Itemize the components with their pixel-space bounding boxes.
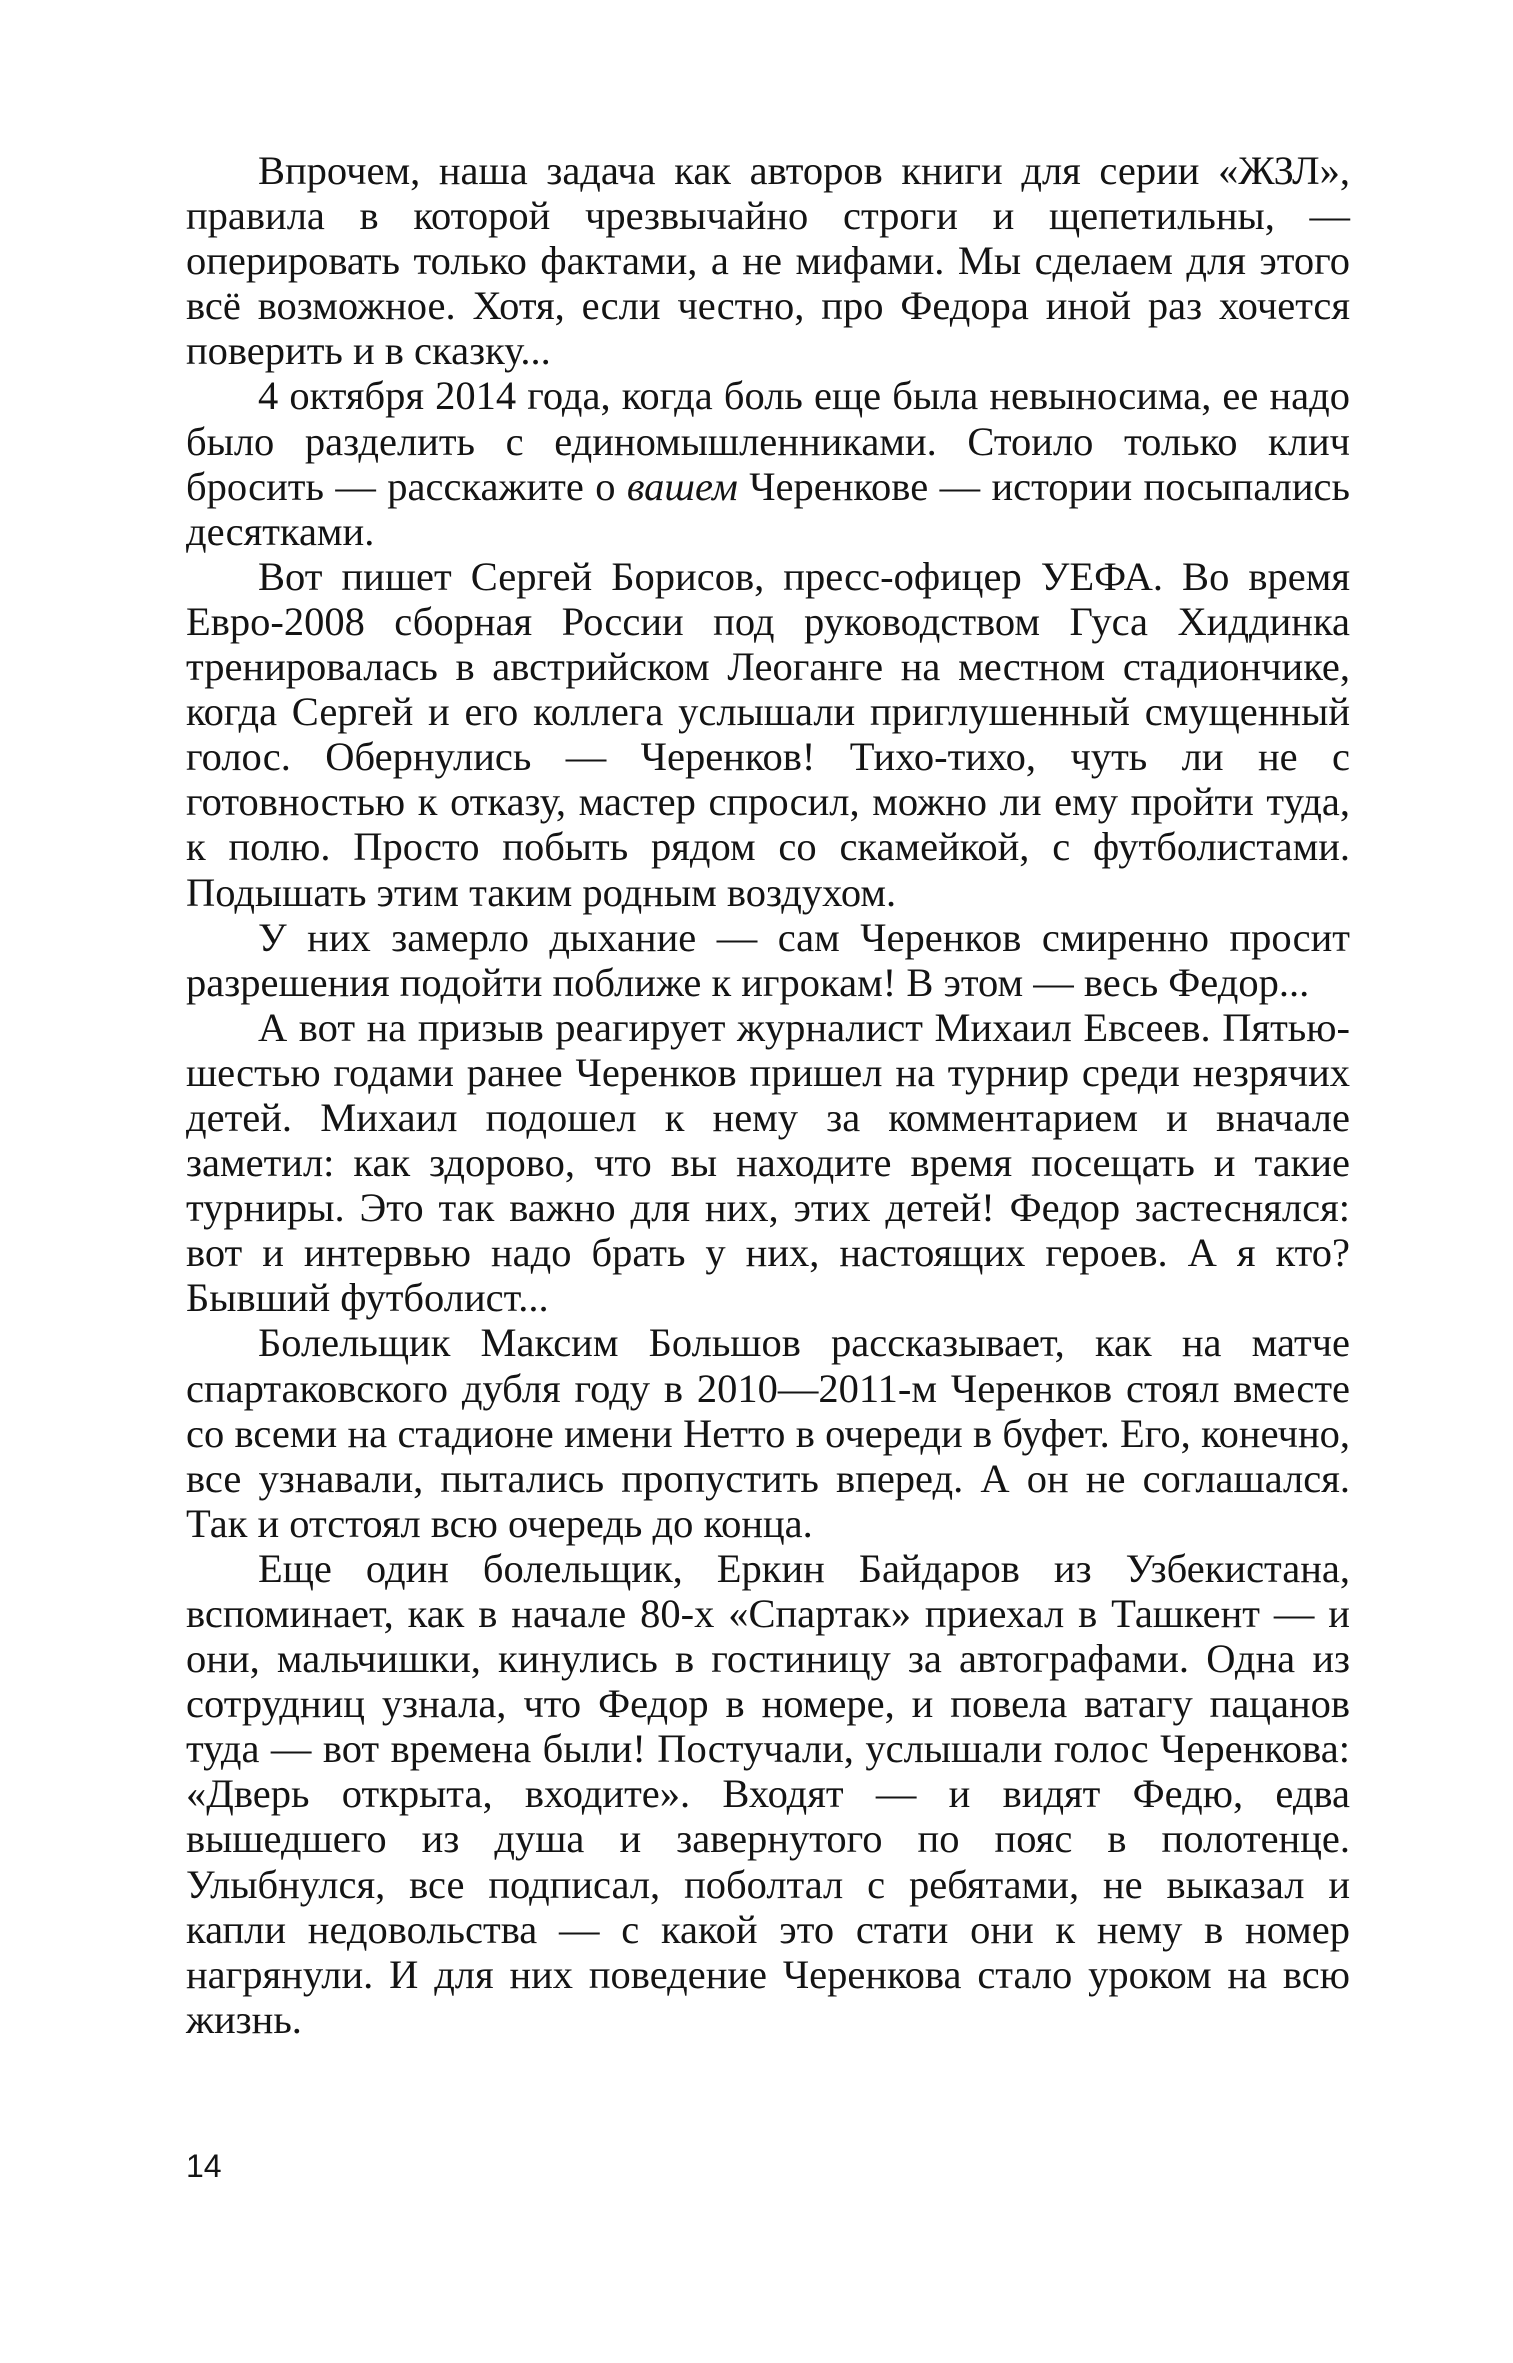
paragraph-3: Вот пишет Сергей Борисов, пресс-офицер УЕФА. Во время Евро-2008 сборная России под руководством Гуса Хиддинка тренировалась в австрийском Леоганге на местном стадиончике, когда Сергей и его коллега услышали приглушенный смущенный голос. Обернулись — Черенков! Тихо-тихо, чуть ли не с готовностью к отказу, мастер спросил, можно ли ему пройти туда, к полю. Просто побыть рядом со скамейкой, с футболистами. Подышать этим таким родным воздухом.: [186, 553, 1350, 915]
italic-emphasis: вашем: [626, 463, 738, 509]
paragraph-2-part-1: 4 октября 2014 года, когда боль еще была невыносима, ее надо было разделить с единомышленниками. Стоило только клич бросить — расскажите о: [186, 373, 1350, 509]
page-number: 14: [186, 2148, 222, 2184]
paragraph-5: А вот на призыв реагирует журналист Михаил Евсеев. Пятью-шестью годами ранее Черенков пришел на турнир среди незрячих детей. Михаил подошел к нему за комментарием и вначале заметил: как здорово, что вы находите время посещать и такие турниры. Это так важно для них, этих детей! Федор застеснялся: вот и интервью надо брать у них, настоящих героев. А я кто? Бывший футболист...: [186, 1004, 1350, 1321]
paragraph-6: Болельщик Максим Большов рассказывает, как на матче спартаковского дубля году в 2010—2011-м Черенков стоял вместе со всеми на стадионе имени Нетто в очереди в буфет. Его, конечно, все узнавали, пытались пропустить вперед. А он не соглашался. Так и отстоял всю очередь до конца.: [186, 1320, 1350, 1546]
body-text: [186, 148, 1350, 2042]
paragraph-1: Впрочем, наша задача как авторов книги для серии «ЖЗЛ», правила в которой чрезвычайно строги и щепетильны, — оперировать только фактами, а не мифами. Мы сделаем для этого всё возможное. Хотя, если честно, про Федора иной раз хочется поверить и в сказку...: [186, 148, 1350, 374]
paragraph-2: [186, 373, 1350, 553]
paragraph-4: У них замерло дыхание — сам Черенков смиренно просит разрешения подойти поближе к игрокам! В этом — весь Федор...: [186, 914, 1350, 1005]
paragraph-7: Еще один болельщик, Еркин Байдаров из Узбекистана, вспоминает, как в начале 80-х «Спартак» приехал в Ташкент — и они, мальчишки, кинулись в гостиницу за автографами. Одна из сотрудниц узнала, что Федор в номере, и повела ватагу пацанов туда — вот времена были! Постучали, услышали голос Черенкова: «Дверь открыта, входите». Входят — и видят Федю, едва вышедшего из душа и завернутого по пояс в полотенце. Улыбнулся, все подписал, поболтал с ребятами, не выказал и капли недовольства — с какой это стати они к нему в номер нагрянули. И для них поведение Черенкова стало уроком на всю жизнь.: [186, 1545, 1350, 2042]
paragraph-2-part-2: Черенкове — истории посыпались десятками.: [186, 463, 1351, 554]
